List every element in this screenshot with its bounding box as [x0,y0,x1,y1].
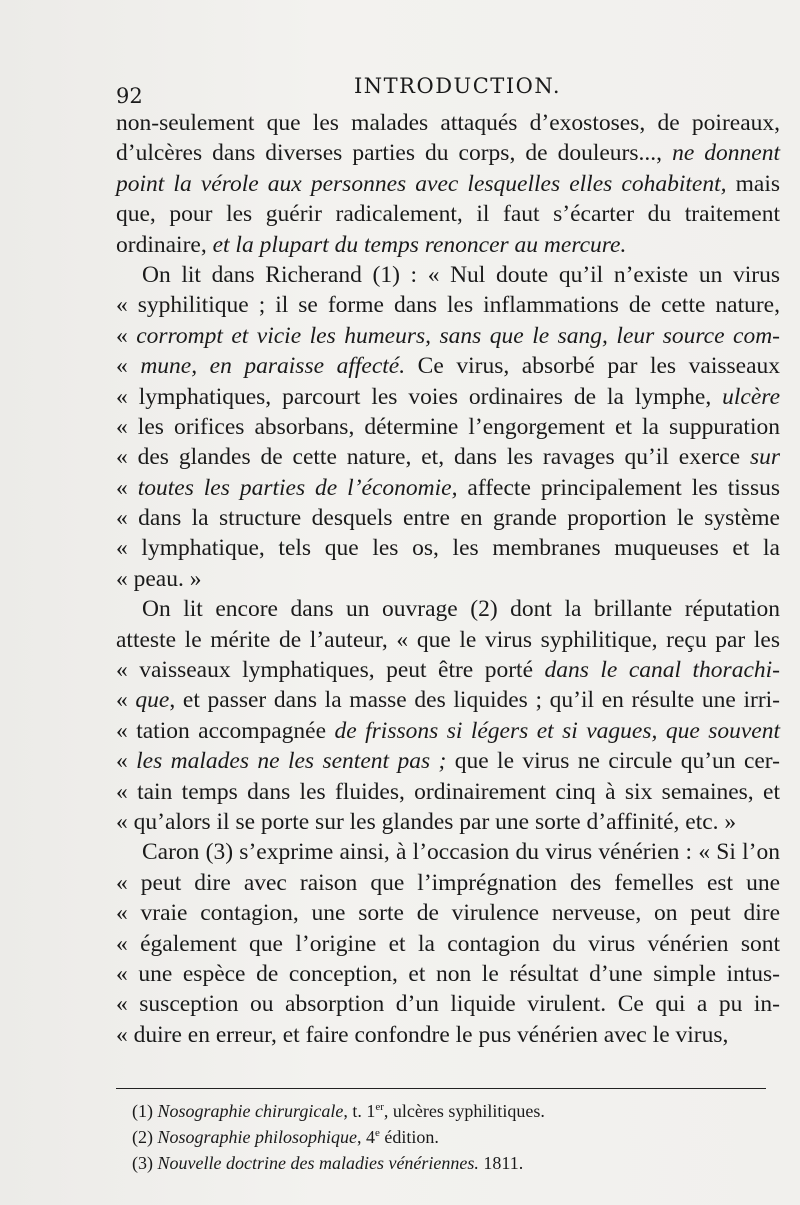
text-line [116,351,780,381]
text-line [116,412,780,442]
text-line [116,138,780,168]
text-run: « dans la structure desquels entre en grande proportion le système [116,505,780,532]
footnote-text: 1811. [478,1153,524,1173]
italic-text: de frissons si légers et si vagues, que souvent [334,717,780,744]
text-run: « tation accompagnée [116,717,335,744]
text-run: « lymphatiques, parcourt les voies ordinaires de la lymphe, [116,383,723,410]
text-run: non-seulement que les malades attaqués d’exostoses, de poireaux, [116,110,780,136]
text-run: « peau. » [116,565,202,592]
text-line [116,230,780,260]
text-line [116,321,780,351]
text-line [116,685,780,715]
italic-text: ulcère [722,383,780,410]
text-line [116,503,780,533]
text-line [116,898,780,928]
text-line [116,655,780,685]
text-line [116,382,780,412]
text-line [116,625,780,655]
italic-text: corrompt et vicie les humeurs, sans que le sang, leur source com- [136,322,780,349]
text-run: On lit encore dans un ouvrage (2) dont la brillante réputation [142,596,780,623]
text-line [116,260,780,290]
text-line [116,777,780,807]
text-run: « duire en erreur, et faire confondre le pus vénérien avec le virus, [116,1021,729,1048]
page-number: 92 [116,84,143,108]
footnote-text: édition. [379,1127,439,1147]
italic-text: toutes les parties de l’économie, [137,474,458,501]
text-line [116,929,780,959]
footnote-text: , ulcères syphilitiques. [383,1101,545,1121]
text-line [116,199,780,229]
text-line [116,290,780,320]
text-run: On lit dans Richerand (1) : « Nul doute qu’il n’existe un virus [142,261,780,288]
footnote-text: , 4 [357,1127,376,1147]
text-run: « vaisseaux lymphatiques, peut être porté [116,657,545,684]
italic-text: sur [749,444,780,471]
text-run: , et passer dans la masse des liquides ; qu’il en résulte une irri- [169,687,781,714]
footnote-title: Nosographie chirurgicale [157,1101,344,1121]
footnote-3 [132,1150,752,1176]
footnote-rule [116,1088,766,1089]
text-run: « [116,322,137,349]
body-text [116,108,780,1050]
italic-text: point la vérole aux personnes avec lesquelles elles cohabitent, [116,170,727,197]
italic-text: et la plupart du temps renoncer au mercure. [212,231,627,258]
footnote-1 [132,1098,752,1124]
text-run: « des glandes de cette nature, et, dans les ravages qu’il exerce [116,444,750,471]
text-run: « lymphatique, tels que les os, les membranes muqueuses et la [116,535,780,562]
text-line [116,959,780,989]
text-run: « tain temps dans les fluides, ordinairement cinq à six semaines, et [116,778,780,805]
footnote-2 [132,1124,752,1150]
text-run: « syphilitique ; il se forme dans les inflammations de cette nature, [116,292,780,319]
text-run: « peut dire avec raison que l’imprégnation des femelles est une [116,869,780,896]
footnote-mark: (3) [132,1153,158,1173]
text-run: « susception ou absorption d’un liquide virulent. Ce qui a pu in- [116,991,780,1018]
text-line [116,564,780,594]
footnote-title: Nouvelle doctrine des maladies vénériennes. [157,1153,479,1173]
footnote-mark: (2) [132,1127,158,1147]
text-line [116,868,780,898]
footnotes [132,1098,752,1176]
text-run: atteste le mérite de l’auteur, « que le virus syphilitique, reçu par les [116,626,780,653]
italic-text: ne donnent [672,140,780,167]
footnote-text: , t. 1 [343,1101,376,1121]
page-header [116,72,760,112]
text-run: affecte principalement les tissus [457,474,780,501]
text-line [116,473,780,503]
text-run: mais [726,170,780,197]
footnote-mark: (1) [132,1101,158,1121]
text-run: que, pour les guérir radicalement, il faut s’écarter du traitement [116,201,780,228]
text-run: « vraie contagion, une sorte de virulence nerveuse, on peut dire [116,900,780,927]
running-head: INTRODUCTION. [354,74,562,98]
text-line [116,989,780,1019]
text-run: « [116,353,141,380]
italic-text: dans le canal thorachi- [544,657,780,684]
text-run: « également que l’origine et la contagion du virus vénérien sont [116,930,780,957]
text-line [116,108,780,138]
text-run: « une espèce de conception, et non le résultat d’une simple intus- [116,960,780,987]
text-line [116,807,780,837]
text-run: Ce virus, absorbé par les vaisseaux [405,353,780,380]
text-line [116,442,780,472]
footnote-superscript: e [375,1127,380,1139]
text-run: « [116,748,137,775]
text-line [116,533,780,563]
text-line [116,716,780,746]
footnote-superscript: er [375,1101,384,1113]
text-line [116,837,780,867]
italic-text: que [135,687,170,714]
text-run: « [116,474,138,501]
text-run: « les orifices absorbans, détermine l’engorgement et la suppuration [116,413,780,440]
text-line [116,1020,780,1050]
text-run: Caron (3) s’exprime ainsi, à l’occasion du virus vénérien : « Si l’on [142,839,780,866]
text-line [116,594,780,624]
text-line [116,746,780,776]
text-run: d’ulcères dans diverses parties du corps, de douleurs..., [116,140,673,167]
text-run: ordinaire, [116,231,213,258]
text-run: « qu’alors il se porte sur les glandes par une sorte d’affinité, etc. » [116,808,737,835]
text-run: que le virus ne circule qu’un cer- [446,748,780,775]
text-run: « [116,687,136,714]
footnote-title: Nosographie philosophique [157,1127,358,1147]
italic-text: les malades ne les sentent pas ; [136,748,447,775]
text-line [116,169,780,199]
italic-text: mune, en paraisse affecté. [140,353,406,380]
